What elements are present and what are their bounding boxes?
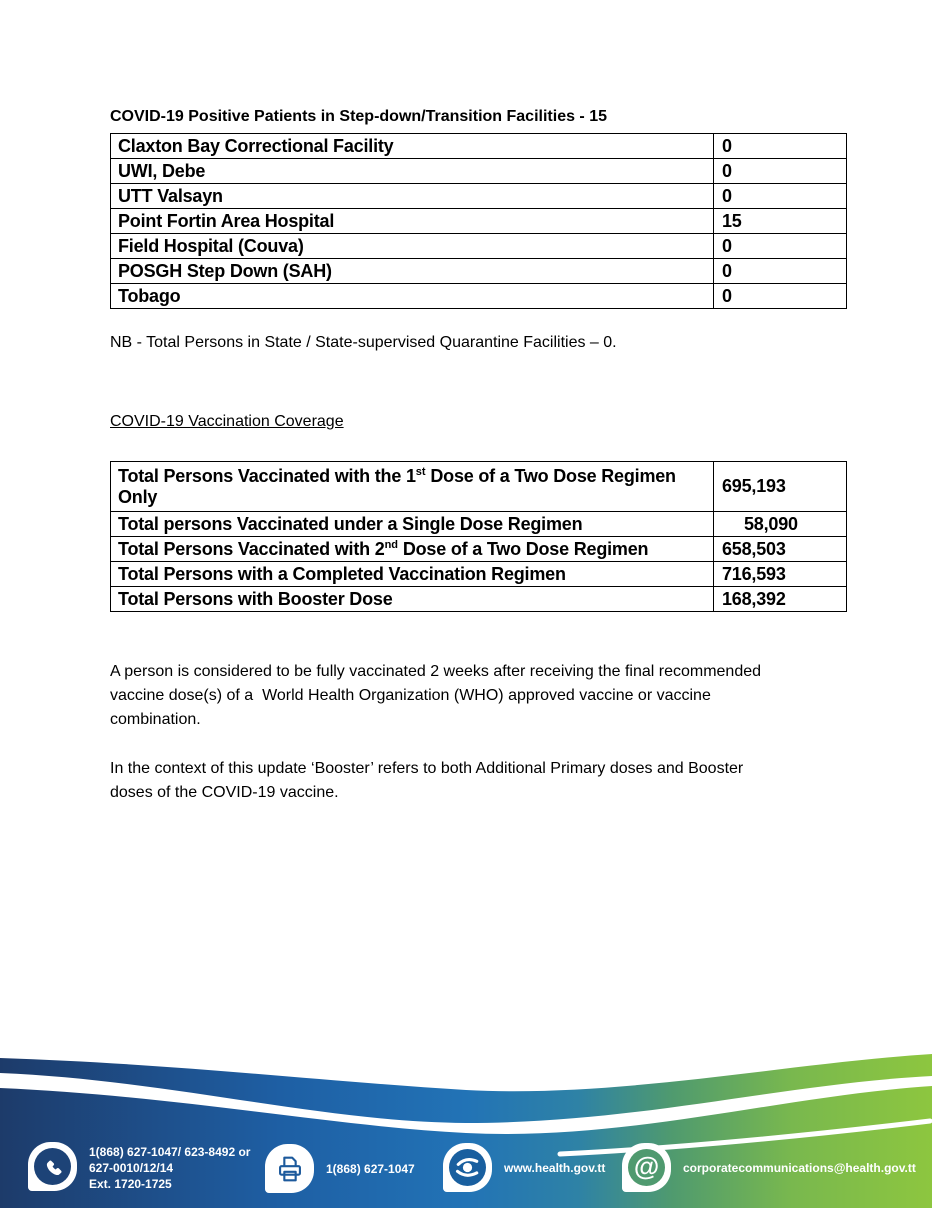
vaccination-metric: Total Persons with Booster Dose [111,587,714,612]
table-row [111,284,847,309]
vaccination-value: 58,090 [714,512,847,537]
table-row [111,587,847,612]
contact-website [443,1142,605,1193]
facility-count: 0 [714,259,847,284]
contact-email [622,1142,916,1193]
table-row [111,562,847,587]
facility-count: 0 [714,284,847,309]
phone-numbers: 1(868) 627-1047/ 623-8492 or 627-0010/12/14 Ext. 1720-1725 [89,1145,251,1191]
contact-phone [28,1142,250,1192]
email-icon [622,1143,671,1192]
facility-count: 0 [714,134,847,159]
table-row [111,259,847,284]
facility-name: UTT Valsayn [111,184,714,209]
fully-vaccinated-note: A person is considered to be fully vaccinated 2 weeks after receiving the final recommended vaccine dose(s) of a World Health Organization (WHO) approved vaccine or vaccine combination. [110,663,762,728]
facility-name: Tobago [111,284,714,309]
website-url: www.health.gov.tt [504,1160,606,1175]
facility-count: 15 [714,209,847,234]
stepdown-title: COVID-19 Positive Patients in Step-down/Transition Facilities - 15 [110,108,607,125]
table-row [111,209,847,234]
superscript: st [415,465,426,478]
facility-name: UWI, Debe [111,159,714,184]
booster-note: In the context of this update ‘Booster’ refers to both Additional Primary doses and Booster doses of the COVID-19 vaccine. [110,760,744,801]
table-row [111,512,847,537]
vaccination-metric: Total Persons with a Completed Vaccination Regimen [111,562,714,587]
vaccination-value: 716,593 [714,562,847,587]
vaccination-value: 168,392 [714,587,847,612]
phone-icon [28,1142,77,1191]
vaccination-heading: COVID-19 Vaccination Coverage [110,413,344,430]
facility-count: 0 [714,159,847,184]
table-row [111,159,847,184]
facility-count: 0 [714,184,847,209]
fax-icon [265,1144,314,1193]
superscript: nd [384,538,399,551]
facility-name: Claxton Bay Correctional Facility [111,134,714,159]
facility-name: POSGH Step Down (SAH) [111,259,714,284]
vaccination-table [110,461,847,612]
nb-note: NB - Total Persons in State / State-supervised Quarantine Facilities – 0. [110,334,617,351]
vaccination-value: 658,503 [714,537,847,562]
table-row [111,234,847,259]
table-row [111,462,847,512]
vaccination-metric: Total persons Vaccinated under a Single Dose Regimen [111,512,714,537]
facility-count: 0 [714,234,847,259]
table-row [111,184,847,209]
stepdown-table [110,133,847,309]
table-row [111,134,847,159]
globe-icon [443,1143,492,1192]
vaccination-metric: Total Persons Vaccinated with the 1st Dose of a Two Dose Regimen Only [111,462,714,512]
table-row [111,537,847,562]
footer [0,1030,932,1208]
vaccination-value: 695,193 [714,462,847,512]
fax-number: 1(868) 627-1047 [326,1161,415,1176]
at-symbol: @ [633,1151,660,1181]
facility-name: Point Fortin Area Hospital [111,209,714,234]
facility-name: Field Hospital (Couva) [111,234,714,259]
vaccination-metric: Total Persons Vaccinated with 2nd Dose of a Two Dose Regimen [111,537,714,562]
email-address: corporatecommunications@health.gov.tt [683,1160,916,1175]
contact-fax [265,1144,415,1193]
